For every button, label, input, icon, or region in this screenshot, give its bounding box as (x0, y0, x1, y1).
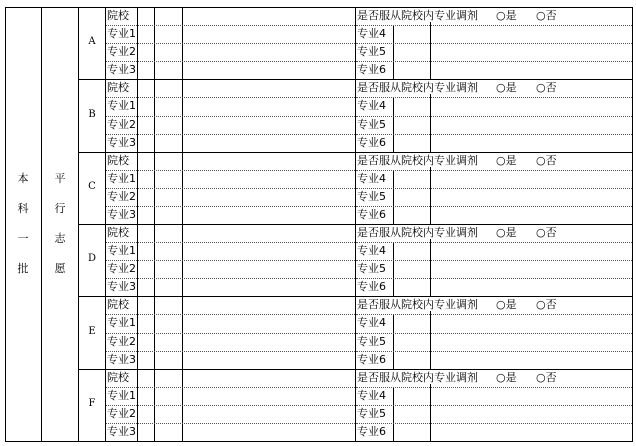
row-divider (356, 206, 632, 207)
table-bottom-border (5, 441, 632, 442)
parallel-label-char: 行 (54, 202, 66, 215)
major-label: 专业1 (107, 27, 136, 40)
row-divider (356, 423, 632, 424)
row-divider (106, 134, 355, 135)
row-divider (356, 405, 632, 406)
cell-divider (393, 314, 394, 369)
major-label: 专业5 (357, 262, 386, 275)
major-label: 专业1 (107, 244, 136, 257)
cell-divider (430, 22, 431, 79)
choice-letter: D (87, 253, 97, 264)
row-divider (106, 25, 355, 26)
parallel-label-char: 愿 (54, 262, 66, 275)
major-label: 专业6 (357, 208, 386, 221)
major-label: 专业4 (357, 316, 386, 329)
row-divider (356, 97, 632, 98)
major-label: 专业2 (107, 335, 136, 348)
row-divider (356, 188, 632, 189)
cell-divider (430, 239, 431, 296)
cell-divider (430, 94, 431, 152)
cell-divider (393, 170, 394, 224)
major-label: 专业5 (357, 407, 386, 420)
table-right-border (632, 7, 633, 442)
major-label: 专业2 (107, 118, 136, 131)
adjust-yes-radio[interactable]: ○是 (496, 298, 517, 311)
row-divider (356, 387, 632, 388)
row-divider (106, 351, 355, 352)
major-label: 专业2 (107, 262, 136, 275)
school-label: 院校 (107, 371, 129, 384)
cell-divider (430, 167, 431, 224)
batch-label-char: 本 (17, 172, 29, 185)
adjust-yes-radio[interactable]: ○是 (496, 154, 517, 167)
major-label: 专业2 (107, 407, 136, 420)
cell-divider (430, 311, 431, 369)
major-label: 专业6 (357, 63, 386, 76)
adjust-no-radio[interactable]: ○否 (536, 154, 557, 167)
adjust-no-radio[interactable]: ○否 (536, 371, 557, 384)
major-label: 专业3 (107, 425, 136, 438)
major-label: 专业3 (107, 63, 136, 76)
major-label: 专业1 (107, 99, 136, 112)
adjust-question-label: 是否服从院校内专业调剂 (357, 154, 478, 167)
adjust-question-label: 是否服从院校内专业调剂 (357, 298, 478, 311)
major-label: 专业2 (107, 45, 136, 58)
cell-divider (393, 25, 394, 79)
choice-letter: B (88, 109, 96, 120)
major-label: 专业4 (357, 389, 386, 402)
parallel-label-char: 平 (54, 172, 66, 185)
row-divider (106, 116, 355, 117)
adjust-question-label: 是否服从院校内专业调剂 (357, 371, 478, 384)
school-label: 院校 (107, 298, 129, 311)
row-divider (106, 387, 355, 388)
adjust-no-radio[interactable]: ○否 (536, 298, 557, 311)
row-divider (356, 242, 632, 243)
row-divider (106, 206, 355, 207)
major-label: 专业5 (357, 190, 386, 203)
row-divider (106, 333, 355, 334)
major-label: 专业3 (107, 280, 136, 293)
row-divider (356, 61, 632, 62)
major-label: 专业2 (107, 190, 136, 203)
row-divider (356, 260, 632, 261)
table-left-border (5, 7, 6, 442)
school-label: 院校 (107, 226, 129, 239)
choice-letter: E (88, 326, 96, 337)
column-divider (41, 7, 42, 441)
major-label: 专业4 (357, 244, 386, 257)
row-divider (106, 260, 355, 261)
batch-label-char: 批 (17, 262, 29, 275)
row-divider (106, 170, 355, 171)
row-divider (106, 314, 355, 315)
choice-letter: A (88, 36, 96, 47)
choice-letter: F (88, 398, 96, 409)
major-label: 专业3 (107, 208, 136, 221)
adjust-no-radio[interactable]: ○否 (536, 81, 557, 94)
row-divider (356, 25, 632, 26)
row-divider (106, 278, 355, 279)
adjust-question-label: 是否服从院校内专业调剂 (357, 226, 478, 239)
parallel-label-char: 志 (54, 232, 66, 245)
adjust-yes-radio[interactable]: ○是 (496, 371, 517, 384)
major-label: 专业5 (357, 45, 386, 58)
row-divider (106, 97, 355, 98)
row-divider (356, 314, 632, 315)
adjust-no-radio[interactable]: ○否 (536, 9, 557, 22)
adjust-yes-radio[interactable]: ○是 (496, 81, 517, 94)
adjust-no-radio[interactable]: ○否 (536, 226, 557, 239)
major-label: 专业4 (357, 27, 386, 40)
row-divider (356, 278, 632, 279)
cell-divider (430, 384, 431, 441)
major-label: 专业6 (357, 425, 386, 438)
row-divider (356, 351, 632, 352)
row-divider (356, 170, 632, 171)
major-label: 专业1 (107, 389, 136, 402)
cell-divider (393, 242, 394, 296)
batch-label-char: 科 (17, 202, 29, 215)
school-label: 院校 (107, 81, 129, 94)
major-label: 专业6 (357, 280, 386, 293)
row-divider (106, 43, 355, 44)
row-divider (106, 61, 355, 62)
major-label: 专业3 (107, 353, 136, 366)
school-label: 院校 (107, 9, 129, 22)
major-label: 专业6 (357, 353, 386, 366)
major-label: 专业4 (357, 99, 386, 112)
row-divider (356, 116, 632, 117)
cell-divider (393, 97, 394, 152)
row-divider (106, 423, 355, 424)
batch-label-char: 一 (17, 232, 29, 245)
major-label: 专业1 (107, 172, 136, 185)
major-label: 专业6 (357, 136, 386, 149)
adjust-question-label: 是否服从院校内专业调剂 (357, 9, 478, 22)
adjust-yes-radio[interactable]: ○是 (496, 226, 517, 239)
major-label: 专业5 (357, 335, 386, 348)
row-divider (106, 405, 355, 406)
adjust-question-label: 是否服从院校内专业调剂 (357, 81, 478, 94)
major-label: 专业4 (357, 172, 386, 185)
school-label: 院校 (107, 154, 129, 167)
major-label: 专业3 (107, 136, 136, 149)
row-divider (106, 242, 355, 243)
row-divider (356, 43, 632, 44)
row-divider (106, 188, 355, 189)
major-label: 专业1 (107, 316, 136, 329)
row-divider (356, 134, 632, 135)
major-label: 专业5 (357, 118, 386, 131)
choice-letter: C (88, 181, 96, 192)
cell-divider (393, 387, 394, 441)
adjust-yes-radio[interactable]: ○是 (496, 9, 517, 22)
row-divider (356, 333, 632, 334)
